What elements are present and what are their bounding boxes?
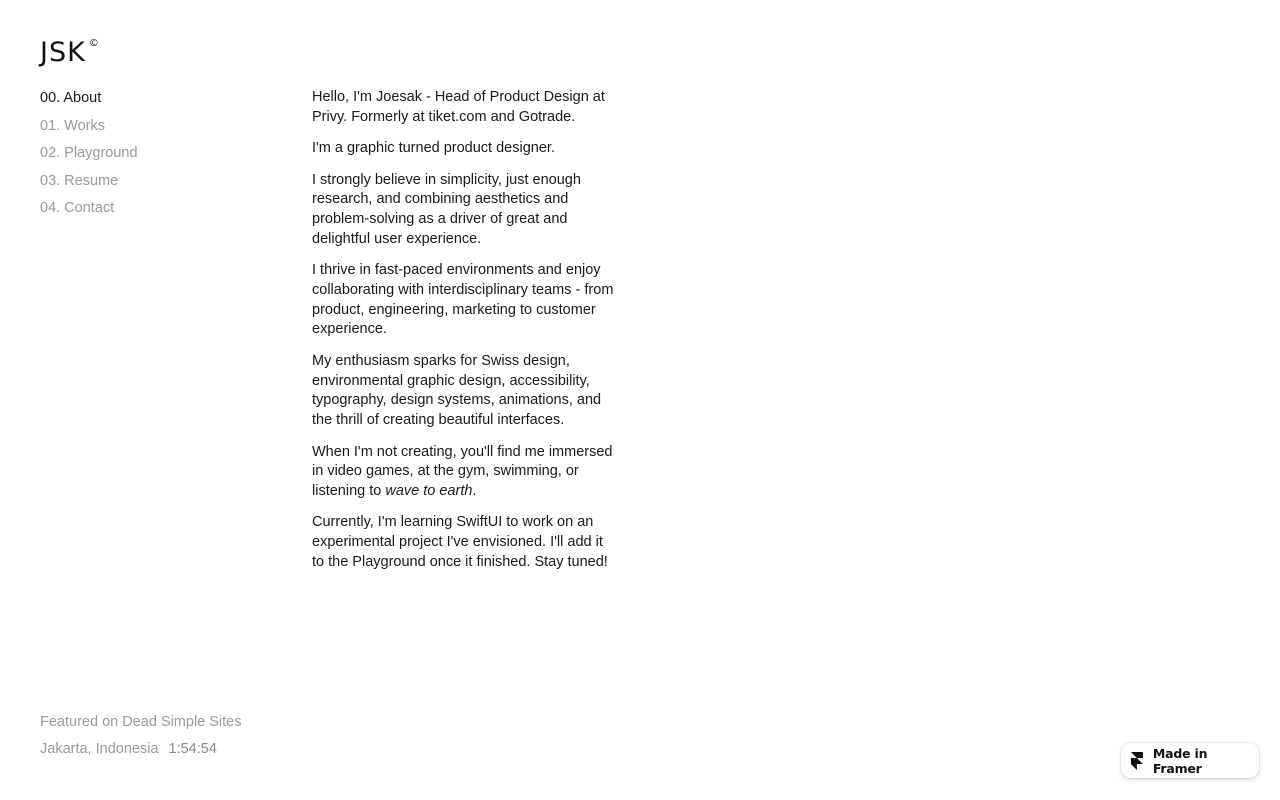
made-in-framer-badge[interactable]: [1121, 743, 1259, 778]
hobbies-text: When I'm not creating, you'll find me immersed in video games, at the gym, swimming, or listening to: [312, 443, 613, 499]
logo-text: JSK: [40, 37, 86, 68]
local-clock: 1:54:54: [168, 741, 217, 757]
featured-row: [40, 712, 242, 732]
nav-item-contact[interactable]: 04. Contact: [40, 200, 115, 216]
about-paragraph-current: Currently, I'm learning SwiftUI to work on an experimental project I've envisioned. I'll add it to the Playground once it finished. Stay tuned!: [312, 514, 608, 570]
about-paragraph-intro: Hello, I'm Joesak - Head of Product Design at Privy. Formerly at tiket.com and Gotrade.: [312, 89, 605, 125]
site-logo[interactable]: [40, 38, 99, 68]
about-paragraph-role: I'm a graphic turned product designer.: [312, 140, 555, 157]
location-row: [40, 739, 242, 759]
location-text: Jakarta, Indonesia: [40, 741, 159, 757]
hobbies-end: .: [472, 482, 477, 499]
nav-item-about[interactable]: 00. About: [40, 90, 102, 106]
about-content: [312, 88, 617, 584]
site-footer: [40, 712, 242, 759]
copyright-mark: ©: [88, 38, 99, 49]
framer-logo-icon: [1130, 752, 1144, 770]
about-paragraph-enthusiasm: My enthusiasm sparks for Swiss design, environmental graphic design, accessibility, typography, design systems, animations, and the thrill of creating beautiful interfaces.: [312, 352, 602, 429]
nav-item-works[interactable]: 01. Works: [40, 117, 106, 134]
main-nav: [40, 88, 260, 226]
hobbies-emphasis: wave to earth: [385, 482, 473, 499]
nav-item-playground[interactable]: 02. Playground: [40, 145, 138, 161]
about-paragraph-teams: I thrive in fast-paced environments and enjoy collaborating with interdisciplinary teams - from product, engineering, marketing to customer experience.: [312, 262, 614, 338]
about-paragraph-hobbies: [312, 443, 617, 502]
featured-link[interactable]: Featured on Dead Simple Sites: [40, 714, 242, 730]
about-paragraph-belief: I strongly believe in simplicity, just enough research, and combining aesthetics and problem-solving as a driver of great and delightful user experience.: [312, 171, 581, 247]
framer-badge-label: Made in Framer: [1152, 745, 1208, 776]
nav-item-resume[interactable]: 03. Resume: [40, 172, 119, 189]
